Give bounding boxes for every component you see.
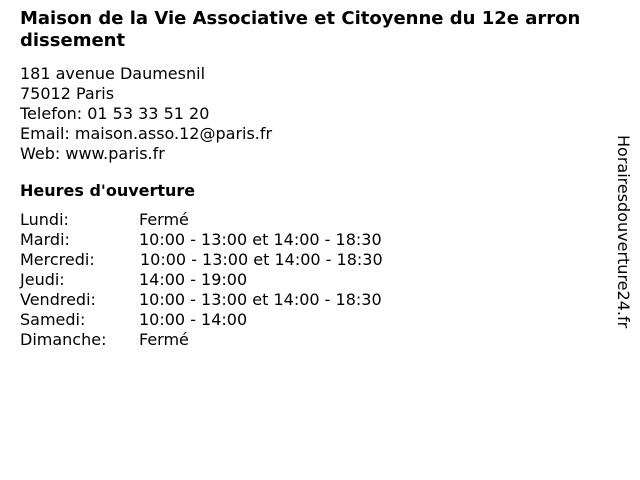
phone-line: Telefon: 01 53 33 51 20 <box>20 104 210 123</box>
time-value: 10:00 - 13:00 et 14:00 - 18:30 <box>139 230 382 249</box>
day-label: Mercredi: <box>20 250 95 269</box>
day-label: Jeudi: <box>20 270 65 289</box>
time-value: 10:00 - 14:00 <box>139 310 248 329</box>
site-watermark: Horairesdouverture24.fr <box>614 135 633 329</box>
day-label: Lundi: <box>20 210 69 229</box>
time-value: 10:00 - 13:00 et 14:00 - 18:30 <box>140 250 383 269</box>
day-label: Mardi: <box>20 230 70 249</box>
hours-row-thursday <box>20 270 600 290</box>
place-title: Maison de la Vie Associative et Citoyenne du 12e arrondissement <box>20 8 581 51</box>
hours-row-saturday <box>20 310 600 330</box>
hours-table <box>20 210 600 350</box>
time-value: Fermé <box>139 210 189 229</box>
time-value: 14:00 - 19:00 <box>139 270 248 289</box>
time-value: 10:00 - 13:00 et 14:00 - 18:30 <box>139 290 382 309</box>
day-label: Dimanche: <box>20 330 107 349</box>
hours-row-friday <box>20 290 600 310</box>
hours-row-monday <box>20 210 600 230</box>
web-line: Web: www.paris.fr <box>20 144 165 163</box>
hours-row-wednesday <box>20 250 600 270</box>
day-label: Samedi: <box>20 310 86 329</box>
hours-row-tuesday <box>20 230 600 250</box>
place-card <box>20 8 600 350</box>
address-street: 181 avenue Daumesnil <box>20 64 206 83</box>
time-value: Fermé <box>139 330 189 349</box>
email-line: Email: maison.asso.12@paris.fr <box>20 124 273 143</box>
day-label: Vendredi: <box>20 290 96 309</box>
address-city: 75012 Paris <box>20 84 115 103</box>
contact-block <box>20 64 600 164</box>
hours-row-sunday <box>20 330 600 350</box>
hours-heading: Heures d'ouverture <box>20 181 196 200</box>
